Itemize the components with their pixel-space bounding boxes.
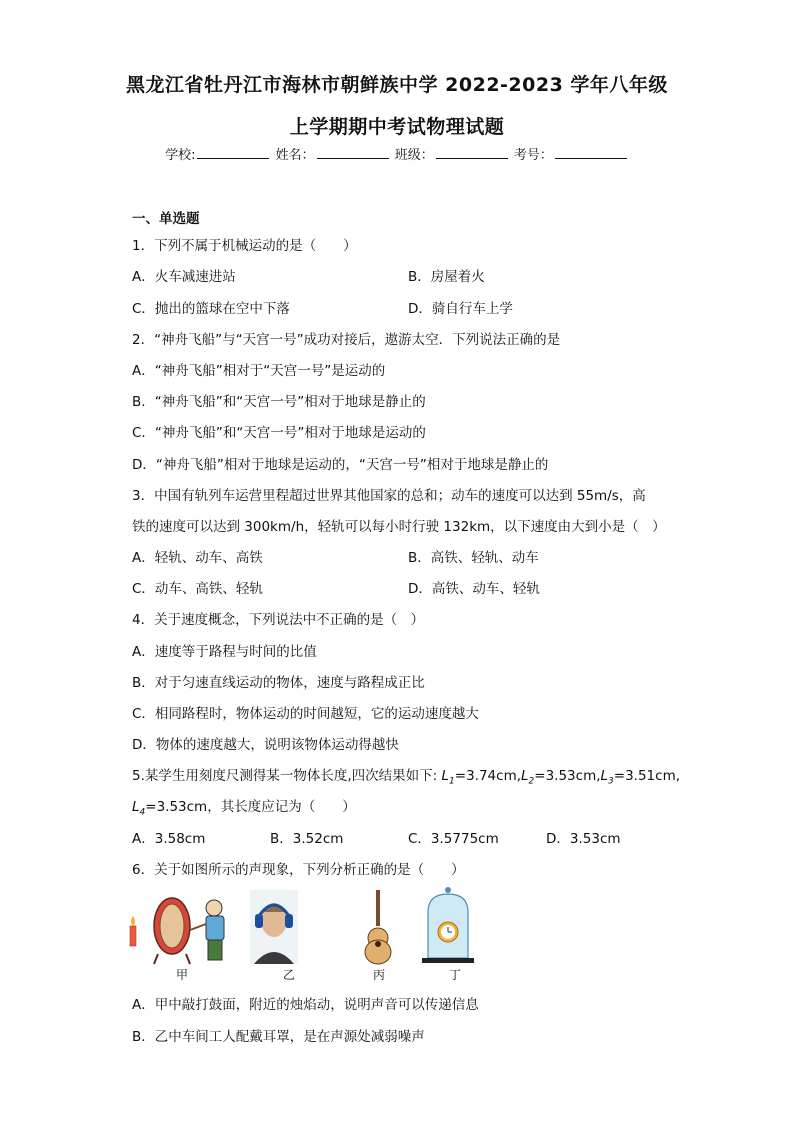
q5-option-a: A．3.58cm — [132, 831, 206, 847]
l3-symbol: $L_3$ — [600, 768, 614, 787]
q1-option-d: D．骑自行车上学 — [408, 301, 513, 317]
figure-caption-yi: 乙 — [283, 968, 296, 982]
q5-l4-value: =3.53cm，其长度应记为（ ） — [145, 799, 356, 815]
q5-l3-value: =3.51cm, — [613, 768, 681, 784]
section-heading: 一、单选题 — [132, 211, 200, 227]
exam-title-line2: 上学期期中考试物理试题 — [289, 116, 505, 138]
l1-symbol: $L_1$ — [441, 768, 455, 787]
question-6-stem: 6．关于如图所示的声现象，下列分析正确的是（ ） — [132, 862, 465, 878]
q3-option-d: D．高铁、动车、轻轨 — [408, 581, 540, 597]
question-5-stem-line1 — [132, 764, 680, 787]
q5-option-b: B．3.52cm — [270, 831, 344, 847]
q2-option-a: A．“神舟飞船”相对于“天宫一号”是运动的 — [132, 363, 386, 379]
q4-option-c: C．相同路程时，物体运动的时间越短，它的运动速度越大 — [132, 706, 479, 722]
figure-caption-ding: 丁 — [449, 968, 462, 982]
q2-option-b: B．“神舟飞船”和“天宫一号”相对于地球是静止的 — [132, 394, 426, 410]
school-blank — [197, 146, 269, 159]
question-4-stem: 4．关于速度概念，下列说法中不正确的是（ ） — [132, 612, 425, 628]
figure-caption-jia: 甲 — [176, 968, 189, 982]
q3-option-a: A．轻轨、动车、高铁 — [132, 550, 263, 566]
q1-option-b: B．房屋着火 — [408, 269, 485, 285]
figure-caption-bing: 丙 — [373, 968, 386, 982]
q1-option-c: C．抛出的篮球在空中下落 — [132, 301, 290, 317]
sound-phenomena-figures — [128, 886, 498, 968]
q5-l1-value: =3.74cm, — [454, 768, 522, 784]
q6-option-a: A．甲中敲打鼓面，附近的烛焰动，说明声音可以传递信息 — [132, 997, 479, 1013]
drum-and-candle-illustration — [130, 898, 224, 964]
worker-with-earmuffs-illustration — [250, 890, 298, 964]
student-info-row — [0, 144, 794, 163]
bell-jar-clock-illustration — [422, 887, 474, 963]
q3-option-b: B．高铁、轻轨、动车 — [408, 550, 539, 566]
guitar-illustration — [365, 890, 391, 964]
q4-option-b: B．对于匀速直线运动的物体，速度与路程成正比 — [132, 675, 425, 691]
l4-symbol: $L_4$ — [132, 799, 146, 818]
q4-option-a: A．速度等于路程与时间的比值 — [132, 644, 317, 660]
number-label: 考号： — [513, 148, 553, 163]
q5-option-d: D．3.53cm — [546, 831, 621, 847]
q4-option-d: D．物体的速度越大，说明该物体运动得越快 — [132, 737, 399, 753]
name-blank — [317, 146, 389, 159]
question-5-stem-line2 — [132, 795, 356, 818]
question-3-stem-line2: 铁的速度可以达到 300km/h，轻轨可以每小时行驶 132km，以下速度由大到小是（ ） — [132, 519, 666, 535]
q5-option-c: C．3.5775cm — [408, 831, 499, 847]
question-1-stem: 1．下列不属于机械运动的是（ ） — [132, 238, 357, 254]
q2-option-d: D．“神舟飞船”相对于地球是运动的，“天宫一号”相对于地球是静止的 — [132, 457, 549, 473]
class-label: 班级： — [394, 148, 434, 163]
number-blank — [555, 146, 627, 159]
exam-title-line1: 黑龙江省牡丹江市海林市朝鲜族中学 2022-2023 学年八年级 — [126, 74, 668, 96]
q5-l2-value: =3.53cm, — [534, 768, 601, 784]
question-2-stem: 2．“神舟飞船”与“天宫一号”成功对接后，遨游太空．下列说法正确的是 — [132, 332, 561, 348]
q2-option-c: C．“神舟飞船”和“天宫一号”相对于地球是运动的 — [132, 425, 426, 441]
name-label: 姓名： — [275, 148, 315, 163]
class-blank — [436, 146, 508, 159]
q6-option-b: B．乙中车间工人配戴耳罩，是在声源处减弱噪声 — [132, 1029, 425, 1045]
q3-option-c: C．动车、高铁、轻轨 — [132, 581, 263, 597]
q5-stem-text: 5.某学生用刻度尺测得某一物体长度,四次结果如下: — [132, 768, 442, 784]
school-label: 学校: — [165, 148, 196, 163]
l2-symbol: $L_2$ — [521, 768, 535, 787]
question-3-stem-line1: 3．中国有轨列车运营里程超过世界其他国家的总和；动车的速度可以达到 55m/s，高 — [132, 488, 646, 504]
q1-option-a: A．火车减速进站 — [132, 269, 236, 285]
